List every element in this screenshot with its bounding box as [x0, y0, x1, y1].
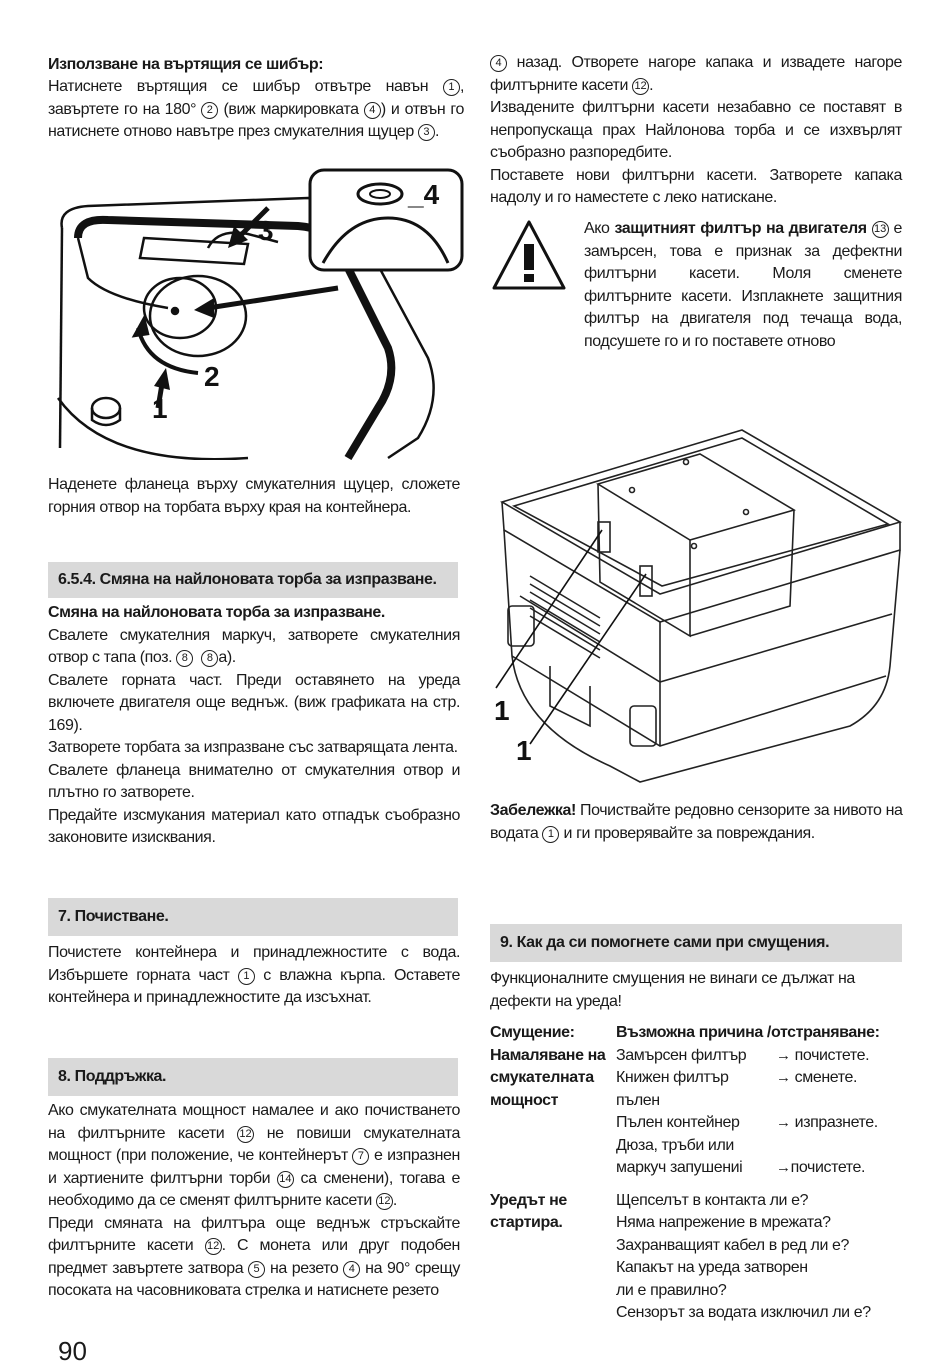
section-8-header: 8. Поддръжка.: [48, 1058, 458, 1096]
trouble-2-item: Щепселът в контакта ли е?: [616, 1191, 809, 1209]
trouble-1-fix: → почистете.: [776, 1046, 870, 1064]
figure2-label-1b: 1: [516, 735, 532, 766]
shutter-illustration: [48, 168, 464, 460]
section-9-header: 9. Как да си помогнете сами при смущения.: [490, 924, 902, 962]
shutter-title: Използване на въртящия се шибър:: [48, 56, 324, 73]
trouble-1-cause: Книжен филтър пълен: [616, 1069, 729, 1109]
figure1-label-2: 2: [204, 361, 220, 392]
trouble-header-fault: Смущение:: [490, 1024, 575, 1041]
section-7-body: Почистете контейнера и принадлежностите с вода. Избършете горната част 1 с влажна кърпа. Оставете контейнера и принадлежностите да изсъхнат.: [48, 944, 460, 1006]
trouble-1-cause: Дюза, тръби или: [616, 1136, 734, 1154]
troubleshooting-table: [490, 1022, 880, 1325]
trouble-2-item: Няма напрежение в мрежата?: [616, 1214, 831, 1231]
figure1-label-4: _4: [408, 179, 440, 210]
page-number: 90: [58, 1336, 87, 1364]
section-654-header: 6.5.4. Смяна на найлоновата торба за изпразване.: [48, 562, 458, 598]
section-7-header: 7. Почистване.: [48, 898, 458, 936]
trouble-2-item: ли е правилно?: [616, 1281, 727, 1299]
trouble-1-cause: маркуч запушениі: [616, 1159, 743, 1176]
trouble-2-item: Сензорът за водата изключил ли е?: [616, 1304, 871, 1321]
trouble-1-fix: → сменете.: [776, 1069, 858, 1086]
trouble-header-cause: Възможна причина /отстраняване:: [616, 1024, 880, 1041]
trouble-2-item: Захранващият кабел в ред ли е?: [616, 1236, 850, 1254]
trouble-1-cause: Пълен контейнер: [616, 1114, 740, 1131]
continued-text: 4 назад. Отворете нагоре капака и извадете нагоре филтърните касети 12 . Извадените филтърни касети незабавно се поставят в непропускаща прах Найлонова торба и се изхвърлят съобразно разпоредбите. Поставете нови филтърни касети. Затворете капака надолу и го наместете с леко натискане.: [490, 54, 902, 206]
trouble-2-label: Уредът не стартира.: [490, 1191, 567, 1231]
section-8-body: Ако смукателната мощност намалее и ако почистването на филтърните касети 12 не повиши смукателната мощност (при положение, че контейнерът 7 е изпразнен и хартиените филтърни торби 14 са сменени), тогава е необходимо да се сменят филтърните касети 12 . Преди смяната на филтъра още веднъж стръскайте филтърните касети 12 . С монета или друг подобен предмет завъртете затвора 5 на резето 4 на 90° срещу посоката на часовниковата стрелка и натиснете резето: [48, 1102, 460, 1299]
flange-text: Наденете фланеца върху смукателния щуцер, сложете горния отвор на торбата върху края на контейнера.: [48, 476, 460, 516]
section-654-body: Смяна на найлоновата торба за изпразване. Свалете смукателния маркуч, затворете смукателния отвор с тапа (поз. 8 8 а). Свалете горната част. Преди оставянето на уреда включете двигателя още веднъж. (виж графиката на стр. 169). Затворете торбата за изпразване със затварящата лента. Свалете фланеца внимателно от смукателния отвор и плътно го затворете. Предайте изсмукания материал като отпадък съобразно законовите изисквания.: [48, 604, 460, 846]
figure2-label-1a: 1: [494, 695, 510, 726]
trouble-1-cause: Замърсен филтър: [616, 1046, 747, 1064]
section-9-intro: Функционалните смущения не винаги се дължат на дефекти на уреда!: [490, 970, 855, 1010]
warning-icon: [490, 218, 568, 292]
trouble-1-fix: → изпразнете.: [776, 1114, 878, 1131]
trouble-2-item: Капакът на уреда затворен: [616, 1259, 808, 1276]
figure1-label-1: 1: [152, 393, 168, 424]
figure1-label-3: 3: [258, 215, 274, 246]
shutter-text: Натиснете въртящия се шибър отвътре навън 1 , завъртете го на 180° 2 (виж маркировката 4 ) и отвън го натиснете отново навътре през смукателния щуцер 3 .: [48, 78, 465, 140]
note-text: Забележка! Почиствайте редовно сензорите за нивото на водата 1 и ги проверявайте за повреждания.: [490, 802, 903, 842]
warning-text: Ако защитният филтър на двигателя 13 е замърсен, това е признак за дефектни филтърни касети. Моля сменете филтърните касети. Изплакнете защитния филтър на двигателя под течаща вода, подсушете го и го поставете отново: [584, 220, 903, 350]
trouble-1-label: Намаляване на смукателната мощност: [490, 1046, 606, 1109]
container-illustration: [490, 426, 910, 792]
trouble-1-fix: →почистете.: [776, 1159, 866, 1176]
